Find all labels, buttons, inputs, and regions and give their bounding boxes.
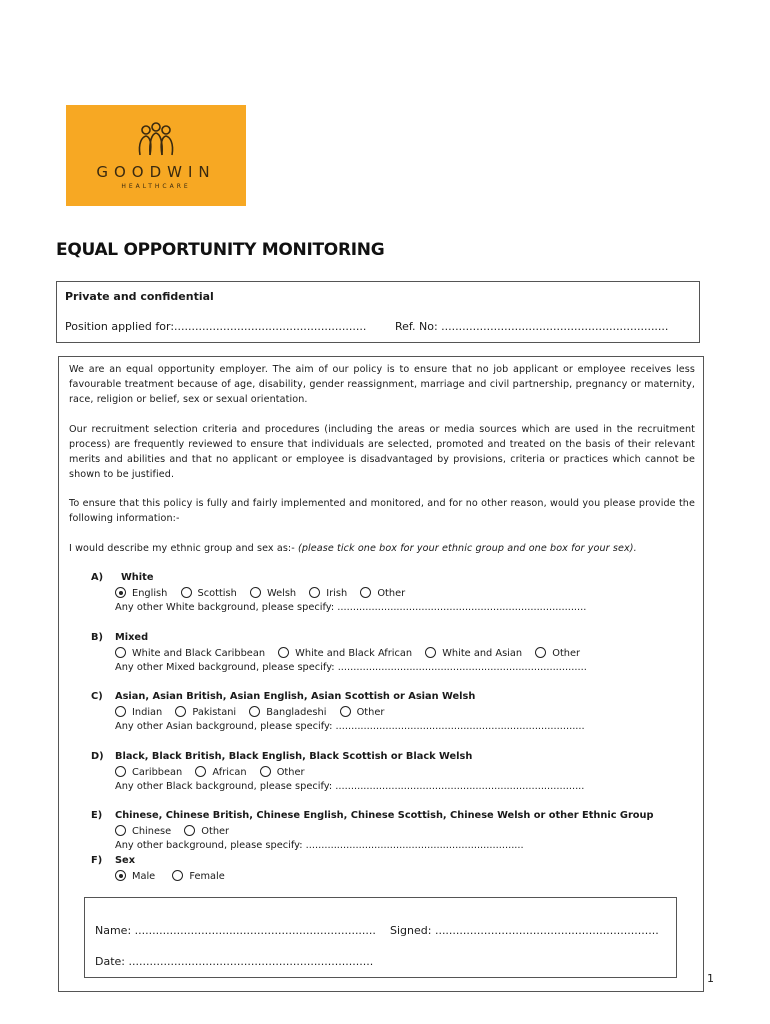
signed-field[interactable]: Signed: ................................................................ bbox=[390, 924, 659, 937]
radio-checked-icon[interactable] bbox=[115, 870, 126, 881]
private-label: Private and confidential bbox=[65, 290, 214, 303]
section-a-letter: A) bbox=[91, 572, 104, 583]
option-label: Other bbox=[201, 826, 230, 837]
logo-brand-text: GOODWIN bbox=[96, 163, 216, 181]
section-a-title: White bbox=[121, 572, 154, 583]
option-label: Welsh bbox=[266, 588, 297, 599]
radio-icon[interactable] bbox=[309, 587, 320, 598]
radio-icon[interactable] bbox=[195, 766, 206, 777]
radio-icon[interactable] bbox=[250, 587, 261, 598]
option-label: Male bbox=[132, 871, 156, 882]
option-label: Pakistani bbox=[192, 707, 237, 718]
section-b-options bbox=[115, 647, 590, 659]
section-a-options bbox=[115, 587, 415, 599]
radio-icon[interactable] bbox=[115, 825, 126, 836]
section-a-specify[interactable]: Any other White background, please specify: ................................................................................ bbox=[115, 602, 587, 613]
option-label: Caribbean bbox=[132, 767, 183, 778]
section-f-letter: F) bbox=[91, 855, 103, 866]
header-info-box bbox=[56, 281, 700, 343]
option-label: White and Black African bbox=[295, 648, 413, 659]
section-c-letter: C) bbox=[91, 691, 103, 702]
option-other-white[interactable] bbox=[360, 587, 405, 599]
name-field[interactable]: Name: ..................................................................... bbox=[95, 924, 376, 937]
position-applied-field[interactable]: Position applied for:....................................................... bbox=[65, 320, 367, 333]
instruction-italic-text: (please tick one box for your ethnic group and one box for your sex). bbox=[297, 543, 637, 554]
option-other-ethnic[interactable] bbox=[184, 825, 229, 837]
section-e-options bbox=[115, 825, 239, 837]
option-label: English bbox=[132, 588, 168, 599]
radio-icon[interactable] bbox=[249, 706, 260, 717]
option-label: Indian bbox=[132, 707, 163, 718]
radio-checked-icon[interactable] bbox=[115, 587, 126, 598]
radio-icon[interactable] bbox=[172, 870, 183, 881]
intro-paragraph-4 bbox=[69, 541, 695, 556]
radio-icon[interactable] bbox=[184, 825, 195, 836]
option-other-mixed[interactable] bbox=[535, 647, 580, 659]
section-c-specify[interactable]: Any other Asian background, please specify: ................................................................................ bbox=[115, 721, 585, 732]
option-welsh[interactable] bbox=[250, 587, 296, 599]
radio-icon[interactable] bbox=[175, 706, 186, 717]
intro-paragraph-3: To ensure that this policy is fully and fairly implemented and monitored, and for no other reason, would you please provide the following information:- bbox=[69, 498, 695, 524]
section-d-options bbox=[115, 766, 315, 778]
section-d-title: Black, Black British, Black English, Black Scottish or Black Welsh bbox=[115, 751, 473, 762]
section-c-options bbox=[115, 706, 394, 718]
goodwin-logo bbox=[66, 105, 246, 206]
radio-icon[interactable] bbox=[115, 766, 126, 777]
signature-box bbox=[84, 897, 677, 978]
section-e-specify[interactable]: Any other background, please specify: ...................................................................... bbox=[115, 840, 524, 851]
option-english[interactable] bbox=[115, 587, 167, 599]
radio-icon[interactable] bbox=[535, 647, 546, 658]
option-label: Bangladeshi bbox=[266, 707, 327, 718]
radio-icon[interactable] bbox=[115, 647, 126, 658]
section-c-title: Asian, Asian British, Asian English, Asian Scottish or Asian Welsh bbox=[115, 691, 476, 702]
option-label: Other bbox=[377, 588, 406, 599]
radio-icon[interactable] bbox=[360, 587, 371, 598]
option-caribbean[interactable] bbox=[115, 766, 182, 778]
date-field[interactable]: Date: ...................................................................... bbox=[95, 955, 374, 968]
option-label: White and Asian bbox=[442, 648, 523, 659]
option-white-asian[interactable] bbox=[425, 647, 522, 659]
option-label: Other bbox=[356, 707, 385, 718]
radio-icon[interactable] bbox=[260, 766, 271, 777]
section-d-specify[interactable]: Any other Black background, please specify: ................................................................................ bbox=[115, 781, 585, 792]
radio-icon[interactable] bbox=[115, 706, 126, 717]
page-title: EQUAL OPPORTUNITY MONITORING bbox=[56, 240, 385, 260]
radio-icon[interactable] bbox=[181, 587, 192, 598]
section-f-options bbox=[115, 870, 235, 882]
option-label: White and Black Caribbean bbox=[132, 648, 266, 659]
radio-icon[interactable] bbox=[425, 647, 436, 658]
option-male[interactable] bbox=[115, 870, 155, 882]
option-white-black-caribbean[interactable] bbox=[115, 647, 265, 659]
option-label: African bbox=[212, 767, 247, 778]
section-b-title: Mixed bbox=[115, 632, 149, 643]
radio-icon[interactable] bbox=[278, 647, 289, 658]
monitoring-form-box bbox=[58, 356, 704, 992]
radio-icon[interactable] bbox=[340, 706, 351, 717]
section-e-letter: E) bbox=[91, 810, 103, 821]
option-african[interactable] bbox=[195, 766, 246, 778]
option-indian[interactable] bbox=[115, 706, 162, 718]
logo-sub-text: HEALTHCARE bbox=[121, 183, 191, 190]
instruction-text: I would describe my ethnic group and sex as:- bbox=[69, 543, 298, 554]
option-white-black-african[interactable] bbox=[278, 647, 412, 659]
option-label: Female bbox=[189, 871, 225, 882]
ref-no-field[interactable]: Ref. No: ................................................................. bbox=[395, 320, 669, 333]
section-b-specify[interactable]: Any other Mixed background, please specify: ................................................................................ bbox=[115, 662, 587, 673]
option-bangladeshi[interactable] bbox=[249, 706, 326, 718]
intro-paragraph-2: Our recruitment selection criteria and procedures (including the areas or media sources which are used in the recruitment process) are frequently reviewed to ensure that individuals are selected, promoted and treated on the basis of their relevant merits and abilities and that no applicant or employee is disadvantaged by provisions, criteria or practices which cannot be shown to be justified. bbox=[69, 424, 695, 480]
section-f-title: Sex bbox=[115, 855, 136, 866]
option-label: Chinese bbox=[132, 826, 172, 837]
people-logo-icon bbox=[66, 105, 246, 206]
option-scottish[interactable] bbox=[181, 587, 237, 599]
option-label: Scottish bbox=[197, 588, 237, 599]
option-label: Other bbox=[552, 648, 581, 659]
option-label: Irish bbox=[326, 588, 348, 599]
section-e-title: Chinese, Chinese British, Chinese English, Chinese Scottish, Chinese Welsh or other Ethnic Group bbox=[115, 810, 654, 821]
section-b-letter: B) bbox=[91, 632, 103, 643]
option-female[interactable] bbox=[172, 870, 224, 882]
section-d-letter: D) bbox=[91, 751, 104, 762]
page-number: 1 bbox=[707, 972, 714, 985]
option-pakistani[interactable] bbox=[175, 706, 236, 718]
intro-paragraph-1: We are an equal opportunity employer. The aim of our policy is to ensure that no job applicant or employee receives less favourable treatment because of age, disability, gender reassignment, marriage and civil partnership, pregnancy or maternity, race, religion or belief, sex or sexual orientation. bbox=[69, 364, 695, 405]
option-other-asian[interactable] bbox=[340, 706, 385, 718]
option-irish[interactable] bbox=[309, 587, 347, 599]
option-chinese[interactable] bbox=[115, 825, 171, 837]
option-label: Other bbox=[276, 767, 305, 778]
option-other-black[interactable] bbox=[260, 766, 305, 778]
